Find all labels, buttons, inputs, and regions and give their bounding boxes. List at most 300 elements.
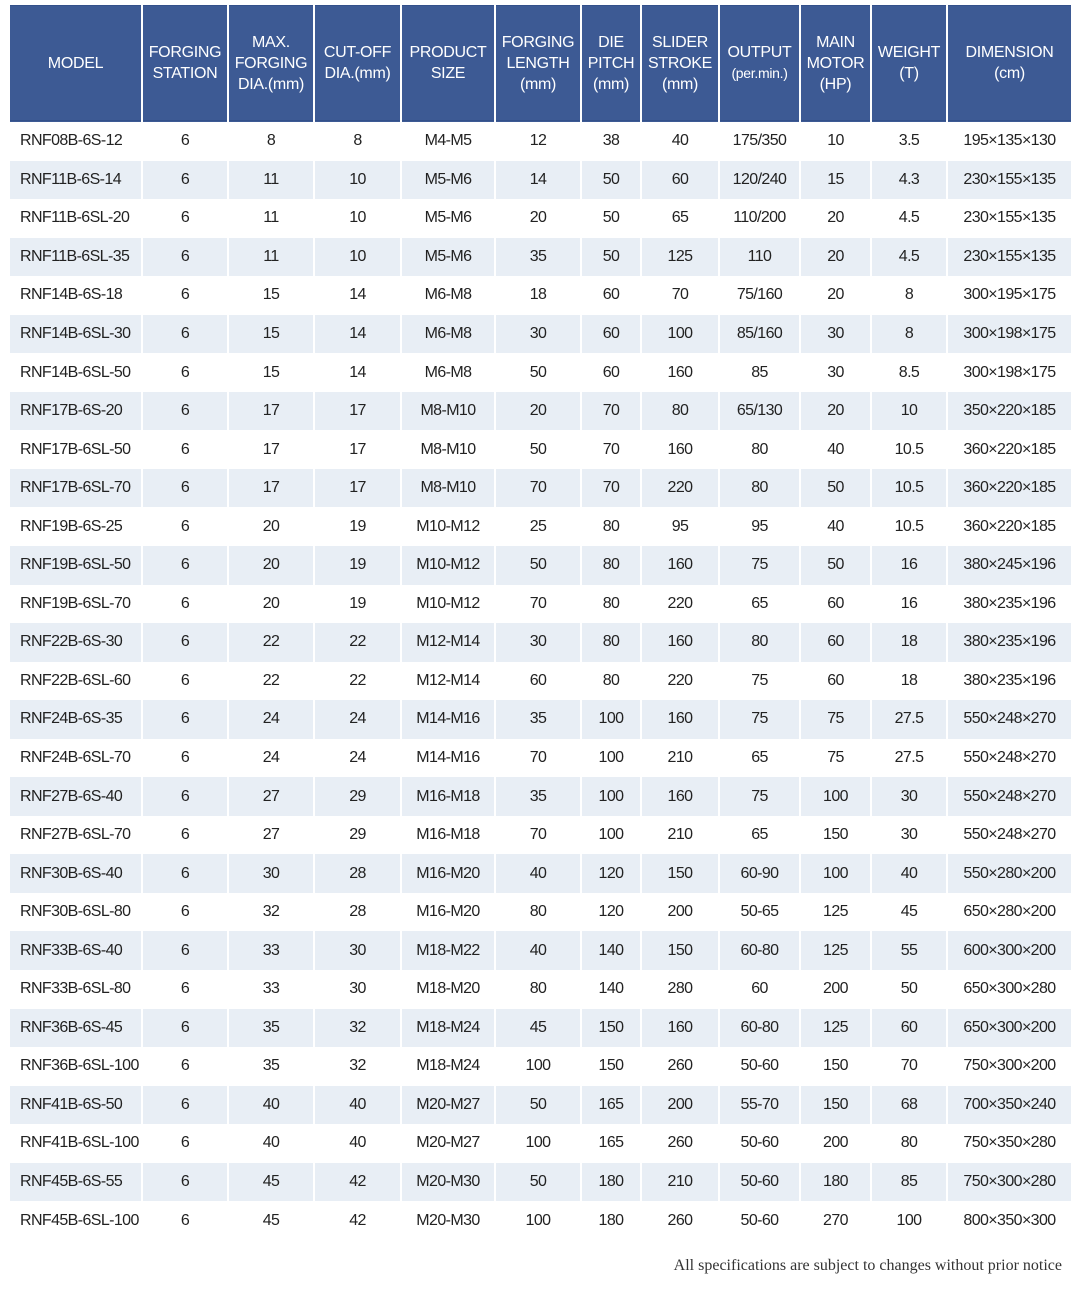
cell-product-size: M4-M5 [402,121,494,161]
cell-max-forging-dia: 20 [229,546,313,585]
cell-slider-stroke: 220 [642,469,718,508]
cell-weight: 70 [900,1057,918,1075]
cell-slider-stroke: 150 [642,854,718,893]
cell-product-size: M20-M27 [416,1134,480,1152]
cell-slider-stroke: 160 [667,440,693,458]
cell-dimension: 360×220×185 [963,440,1056,458]
cell-dimension: 195×135×130 [948,121,1071,161]
cell-die-pitch: 50 [582,238,640,277]
cell-cut-off-dia: 10 [315,161,400,200]
cell-forging-station: 6 [143,1009,227,1048]
cell-dimension: 550×280×200 [948,854,1071,893]
cell-product-size: M16-M18 [402,777,494,816]
cell-product-size: M14-M16 [402,700,494,739]
column-header-line: DIE [598,33,624,51]
cell-forging-station: 6 [180,1134,190,1152]
column-header-max-forging-dia [229,5,313,121]
cell-output: 85 [751,363,768,381]
cell-product-size: M6-M8 [424,286,472,304]
cell-cut-off-dia: 40 [315,1086,400,1125]
cell-product-size: M10-M12 [416,594,480,612]
cell-cut-off-dia: 22 [315,623,400,662]
cell-cut-off-dia: 10 [349,209,366,227]
cell-weight: 30 [900,826,918,844]
cell-product-size: M16-M20 [416,903,480,921]
cell-weight: 40 [872,854,946,893]
table-row [10,507,1071,546]
cell-dimension: 230×155×135 [963,209,1056,227]
cell-model: RNF24B-6SL-70 [20,749,131,767]
cell-dimension: 380×235×196 [948,623,1071,662]
cell-forging-station: 6 [180,286,190,304]
column-header-line: SIZE [430,65,466,82]
cell-max-forging-dia: 33 [262,980,280,998]
cell-slider-stroke: 160 [642,546,718,585]
column-header-line: MAX. [252,33,290,51]
column-header-forging-station [143,5,227,121]
column-header-line: DIA.(mm) [324,65,391,82]
cell-cut-off-dia: 17 [315,392,400,431]
cell-cut-off-dia: 32 [349,1057,366,1075]
cell-forging-length: 100 [525,1134,551,1152]
cell-forging-length: 20 [529,209,547,227]
cell-forging-station: 6 [180,517,190,535]
cell-max-forging-dia: 33 [229,931,313,970]
cell-output: 80 [751,440,768,458]
table-row [10,315,1071,354]
cell-weight: 8 [872,315,946,354]
column-header-line: FORGING [148,44,222,61]
cell-main-motor: 20 [801,238,870,277]
cell-main-motor: 20 [827,209,844,227]
cell-forging-station: 6 [180,209,190,227]
table-row [10,1009,1071,1048]
cell-model: RNF08B-6S-12 [10,121,141,161]
cell-forging-length: 50 [496,546,580,585]
cell-max-forging-dia: 15 [229,315,313,354]
cell-model: RNF14B-6SL-50 [20,363,131,381]
cell-cut-off-dia: 24 [315,700,400,739]
cell-forging-station: 6 [180,1211,190,1229]
cell-product-size: M20-M30 [402,1163,494,1202]
column-header-forging-length [496,5,580,121]
cell-forging-length: 35 [496,238,580,277]
cell-cut-off-dia: 22 [349,671,366,689]
table-row [10,1163,1071,1202]
cell-slider-stroke: 260 [667,1211,693,1229]
cell-product-size: M16-M18 [416,826,480,844]
cell-max-forging-dia: 45 [229,1163,313,1202]
cell-main-motor: 20 [827,286,844,304]
cell-cut-off-dia: 19 [349,594,366,612]
cell-output: 65 [751,594,768,612]
cell-main-motor: 60 [827,594,844,612]
cell-cut-off-dia: 8 [315,121,400,161]
table-row [10,392,1071,431]
cell-die-pitch: 80 [602,594,620,612]
cell-product-size: M18-M20 [416,980,480,998]
cell-output: 75/160 [736,286,783,304]
cell-forging-length: 14 [496,161,580,200]
table-row [10,1124,1071,1163]
cell-output: 75 [751,671,768,689]
cell-max-forging-dia: 27 [262,826,280,844]
cell-model: RNF45B-6S-55 [10,1163,141,1202]
cell-max-forging-dia: 35 [229,1009,313,1048]
cell-weight: 10.5 [872,469,946,508]
specification-table [8,5,1073,1240]
cell-slider-stroke: 60 [642,161,718,200]
cell-forging-length: 30 [496,623,580,662]
cell-forging-station: 6 [180,980,190,998]
cell-weight: 45 [900,903,918,921]
cell-die-pitch: 120 [598,903,624,921]
cell-model: RNF24B-6S-35 [10,700,141,739]
cell-slider-stroke: 200 [667,903,693,921]
cell-model: RNF11B-6SL-20 [20,209,130,227]
cell-forging-length: 80 [529,980,547,998]
column-header-model [10,5,141,121]
cell-product-size: M12-M14 [402,623,494,662]
cell-weight: 4.5 [898,209,920,227]
cell-die-pitch: 100 [582,700,640,739]
cell-output: 120/240 [720,161,799,200]
cell-model: RNF36B-6SL-100 [20,1057,139,1075]
cell-main-motor: 200 [823,1134,848,1152]
cell-max-forging-dia: 15 [262,363,280,381]
cell-forging-station: 6 [143,161,227,200]
column-header-line: (mm) [519,75,557,93]
cell-max-forging-dia: 8 [229,121,313,161]
cell-max-forging-dia: 27 [229,777,313,816]
cell-forging-station: 6 [143,931,227,970]
cell-weight: 55 [872,931,946,970]
table-row [10,1086,1071,1125]
cell-model: RNF27B-6SL-70 [20,826,131,844]
cell-main-motor: 125 [801,931,870,970]
cell-forging-length: 45 [496,1009,580,1048]
cell-die-pitch: 60 [602,363,620,381]
column-header-line: MAIN [816,33,855,51]
cell-output: 75 [720,546,799,585]
cell-forging-length: 50 [529,440,547,458]
cell-max-forging-dia: 20 [262,594,280,612]
cell-dimension: 360×220×185 [963,517,1056,535]
cell-dimension: 800×350×300 [963,1211,1056,1229]
table-row [10,585,1071,624]
cell-product-size: M8-M10 [402,392,494,431]
cell-output: 65/130 [720,392,799,431]
cell-weight: 68 [872,1086,946,1125]
cell-forging-station: 6 [143,315,227,354]
cell-main-motor: 200 [823,980,848,998]
cell-product-size: M10-M12 [402,546,494,585]
cell-output: 110/200 [733,209,786,227]
cell-forging-length: 35 [496,700,580,739]
cell-model: RNF14B-6S-18 [20,286,123,304]
cell-slider-stroke: 80 [642,392,718,431]
cell-output: 75 [720,777,799,816]
cell-dimension: 750×300×280 [948,1163,1071,1202]
cell-dimension: 650×300×200 [948,1009,1071,1048]
cell-weight: 27.5 [872,700,946,739]
cell-forging-length: 50 [496,1163,580,1202]
cell-product-size: M5-M6 [424,209,472,227]
table-row [10,893,1071,932]
cell-output: 110 [720,238,799,277]
cell-forging-station: 6 [180,749,190,767]
cell-model: RNF27B-6S-40 [10,777,141,816]
cell-slider-stroke: 70 [671,286,689,304]
cell-die-pitch: 120 [582,854,640,893]
cell-die-pitch: 70 [582,469,640,508]
column-header-line: (mm) [592,75,630,93]
cell-main-motor: 100 [801,777,870,816]
cell-product-size: M18-M24 [402,1009,494,1048]
cell-forging-station: 6 [143,546,227,585]
cell-die-pitch: 80 [602,671,620,689]
cell-weight: 30 [872,777,946,816]
cell-product-size: M12-M14 [416,671,480,689]
column-header-main-motor [801,5,870,121]
cell-main-motor: 125 [823,903,848,921]
cell-main-motor: 40 [827,517,844,535]
cell-main-motor: 100 [801,854,870,893]
cell-model: RNF41B-6SL-100 [20,1134,139,1152]
column-header-dimension [948,5,1071,121]
cell-weight: 3.5 [872,121,946,161]
cell-dimension: 550×248×270 [963,826,1056,844]
cell-product-size: M18-M24 [416,1057,480,1075]
cell-cut-off-dia: 32 [315,1009,400,1048]
cell-model: RNF33B-6S-40 [10,931,141,970]
cell-slider-stroke: 210 [667,749,693,767]
cell-dimension: 300×195×175 [963,286,1056,304]
cell-cut-off-dia: 24 [349,749,366,767]
cell-die-pitch: 60 [602,286,620,304]
cell-die-pitch: 100 [582,777,640,816]
table-row [10,700,1071,739]
column-header-slider-stroke [642,5,718,121]
cell-slider-stroke: 220 [667,594,693,612]
table-row [10,430,1071,469]
cell-output: 60-90 [720,854,799,893]
cell-main-motor: 40 [827,440,844,458]
column-header-line: SLIDER [652,33,708,51]
cell-forging-length: 100 [525,1057,551,1075]
cell-forging-length: 30 [496,315,580,354]
table-row [10,931,1071,970]
cell-max-forging-dia: 11 [263,209,279,227]
cell-weight: 27.5 [894,749,924,767]
table-row [10,353,1071,392]
cell-die-pitch: 180 [598,1211,624,1229]
cell-die-pitch: 100 [598,826,624,844]
cell-dimension: 650×300×280 [963,980,1056,998]
cell-forging-length: 18 [529,286,547,304]
table-body [10,121,1071,1240]
cell-forging-station: 6 [180,363,190,381]
cell-max-forging-dia: 32 [262,903,280,921]
cell-forging-length: 70 [496,469,580,508]
cell-slider-stroke: 220 [667,671,693,689]
cell-dimension: 600×300×200 [948,931,1071,970]
cell-cut-off-dia: 17 [349,440,366,458]
cell-weight: 10.5 [894,440,924,458]
cell-slider-stroke: 95 [671,517,689,535]
column-header-line: OUTPUT [727,44,792,61]
cell-output: 95 [751,517,768,535]
cell-forging-length: 40 [496,854,580,893]
cell-slider-stroke: 65 [671,209,689,227]
cell-weight: 60 [872,1009,946,1048]
table-row [10,662,1071,701]
cell-die-pitch: 38 [582,121,640,161]
cell-model: RNF17B-6SL-50 [20,440,131,458]
cell-max-forging-dia: 17 [229,469,313,508]
cell-forging-length: 80 [529,903,547,921]
cell-output: 80 [720,623,799,662]
cell-main-motor: 15 [801,161,870,200]
cell-dimension: 550×248×270 [948,700,1071,739]
column-header-line: DIMENSION [965,44,1054,61]
cell-weight: 10 [872,392,946,431]
cell-cut-off-dia: 29 [315,777,400,816]
cell-cut-off-dia: 19 [315,546,400,585]
cell-model: RNF17B-6S-20 [10,392,141,431]
column-header-output [720,5,799,121]
cell-cut-off-dia: 42 [315,1163,400,1202]
cell-die-pitch: 165 [582,1086,640,1125]
cell-forging-length: 100 [525,1211,551,1229]
cell-slider-stroke: 40 [642,121,718,161]
cell-die-pitch: 165 [598,1134,624,1152]
cell-forging-station: 6 [143,854,227,893]
cell-cut-off-dia: 30 [315,931,400,970]
cell-max-forging-dia: 17 [229,392,313,431]
cell-slider-stroke: 100 [642,315,718,354]
cell-output: 50-60 [740,1057,779,1075]
cell-forging-length: 40 [496,931,580,970]
cell-cut-off-dia: 14 [349,363,366,381]
table-row [10,623,1071,662]
cell-forging-length: 12 [496,121,580,161]
cell-model: RNF19B-6SL-70 [20,594,131,612]
header-row [10,5,1071,121]
cell-slider-stroke: 260 [667,1134,693,1152]
cell-dimension: 700×350×240 [948,1086,1071,1125]
cell-weight: 85 [872,1163,946,1202]
column-header-product-size [402,5,494,121]
cell-dimension: 360×220×185 [948,469,1071,508]
cell-die-pitch: 70 [602,440,620,458]
cell-model: RNF22B-6S-30 [10,623,141,662]
cell-model: RNF30B-6SL-80 [20,903,131,921]
cell-dimension: 230×155×135 [948,161,1071,200]
cell-forging-station: 6 [180,440,190,458]
cell-main-motor: 75 [827,749,844,767]
cell-weight: 10.5 [894,517,924,535]
cell-dimension: 300×198×175 [963,363,1056,381]
disclaimer-note: All specifications are subject to changes without prior notice [673,1257,1062,1274]
cell-dimension: 300×198×175 [948,315,1071,354]
cell-forging-station: 6 [143,700,227,739]
cell-cut-off-dia: 19 [349,517,366,535]
column-header-cut-off-dia [315,5,400,121]
column-header-line: STATION [152,65,218,82]
cell-die-pitch: 80 [582,546,640,585]
cell-die-pitch: 150 [582,1009,640,1048]
cell-forging-length: 70 [529,826,547,844]
cell-forging-length: 25 [529,517,547,535]
cell-max-forging-dia: 11 [229,238,313,277]
cell-slider-stroke: 260 [667,1057,693,1075]
cell-weight: 18 [900,671,918,689]
cell-forging-length: 50 [496,1086,580,1125]
cell-main-motor: 30 [801,315,870,354]
cell-output: 55-70 [720,1086,799,1125]
cell-main-motor: 270 [823,1211,848,1229]
cell-max-forging-dia: 15 [262,286,280,304]
cell-cut-off-dia: 42 [349,1211,366,1229]
cell-cut-off-dia: 17 [315,469,400,508]
cell-product-size: M18-M22 [402,931,494,970]
cell-die-pitch: 60 [582,315,640,354]
cell-model: RNF30B-6S-40 [10,854,141,893]
column-header-die-pitch [582,5,640,121]
cell-dimension: 750×300×200 [963,1057,1056,1075]
cell-output: 60 [751,980,768,998]
column-header-line: PRODUCT [409,44,487,61]
cell-dimension: 650×280×200 [963,903,1056,921]
cell-product-size: M16-M20 [402,854,494,893]
cell-model: RNF19B-6SL-50 [10,546,141,585]
cell-dimension: 550×248×270 [948,777,1071,816]
cell-product-size: M10-M12 [416,517,480,535]
cell-forging-length: 35 [496,777,580,816]
cell-forging-length: 50 [529,363,547,381]
cell-main-motor: 180 [801,1163,870,1202]
cell-slider-stroke: 160 [642,623,718,662]
table-row [10,238,1071,277]
cell-main-motor: 50 [801,469,870,508]
cell-output: 50-65 [740,903,779,921]
column-header-line: WEIGHT [877,44,941,61]
column-header-weight [872,5,946,121]
cell-slider-stroke: 280 [667,980,693,998]
cell-cut-off-dia: 28 [315,854,400,893]
cell-forging-length: 70 [529,749,547,767]
cell-slider-stroke: 160 [642,1009,718,1048]
cell-main-motor: 150 [801,1086,870,1125]
cell-max-forging-dia: 45 [262,1211,280,1229]
cell-model: RNF11B-6SL-35 [10,238,141,277]
cell-weight: 50 [900,980,918,998]
column-header-line: (mm) [661,75,699,93]
cell-output: 60-80 [720,931,799,970]
table-row [10,854,1071,893]
column-header-line: DIA.(mm) [237,75,305,93]
cell-dimension: 750×350×280 [963,1134,1056,1152]
cell-dimension: 550×248×270 [963,749,1056,767]
table-row [10,121,1071,161]
cell-forging-length: 20 [496,392,580,431]
cell-forging-station: 6 [143,121,227,161]
table-row [10,1201,1071,1240]
cell-model: RNF45B-6SL-100 [20,1211,139,1229]
cell-die-pitch: 140 [582,931,640,970]
cell-forging-station: 6 [180,1057,190,1075]
